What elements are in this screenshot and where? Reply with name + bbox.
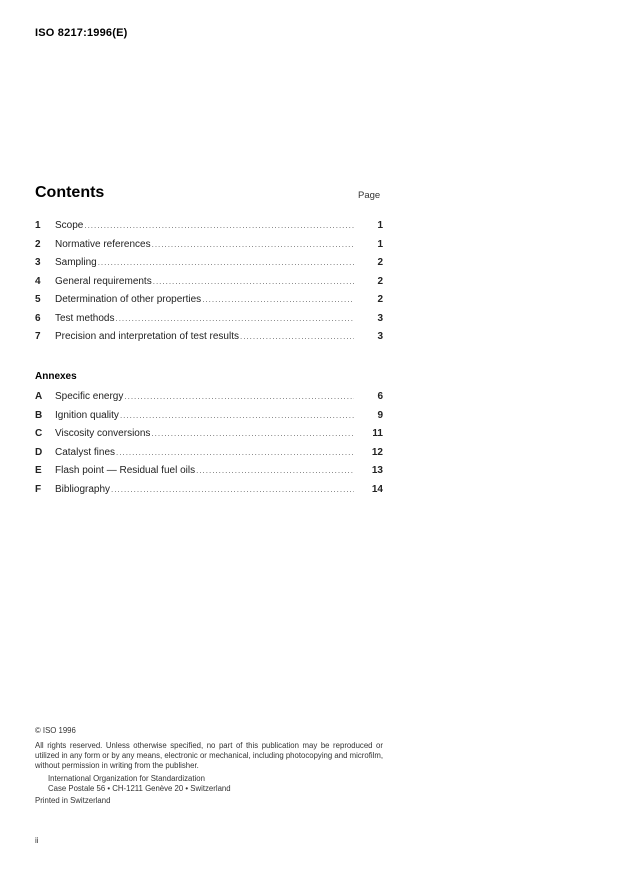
annexes-heading: Annexes xyxy=(35,371,77,382)
toc-entry-page: 2 xyxy=(377,294,383,305)
toc-entry-title: Determination of other properties xyxy=(55,294,202,305)
toc-leader-dots xyxy=(84,221,354,230)
toc-entry-page: 3 xyxy=(377,312,383,324)
toc-annex-letter: F xyxy=(35,483,42,495)
toc-annex-letter: D xyxy=(35,446,43,458)
toc-annex-f[interactable] xyxy=(35,484,383,503)
toc-leader-dots xyxy=(115,314,354,323)
toc-entry-3[interactable] xyxy=(35,257,383,276)
toc-entry-number: 6 xyxy=(35,312,41,324)
publisher-address xyxy=(35,774,383,794)
toc-entry-6[interactable] xyxy=(35,313,383,332)
toc-annex-b[interactable] xyxy=(35,410,383,429)
toc-annex-title: Viscosity conversions xyxy=(55,428,151,439)
toc-annex-letter: E xyxy=(35,465,42,476)
toc-entry-5[interactable] xyxy=(35,294,383,313)
toc-annex-page: 13 xyxy=(371,465,383,476)
document-id: ISO 8217:1996(E) xyxy=(35,27,128,39)
toc-annex-page: 11 xyxy=(372,428,383,439)
toc-annex-page: 12 xyxy=(371,446,383,458)
toc-leader-dots xyxy=(151,429,354,438)
toc-leader-dots xyxy=(116,448,354,457)
toc-leader-dots xyxy=(152,240,354,249)
toc-annex-title: Specific energy xyxy=(55,391,124,402)
toc-leader-dots xyxy=(120,411,354,420)
toc-leader-dots xyxy=(98,258,354,267)
toc-annex-a[interactable] xyxy=(35,391,383,410)
toc-leader-dots xyxy=(124,392,354,401)
toc-entry-1[interactable] xyxy=(35,220,383,239)
toc-annex-list xyxy=(35,391,383,502)
publisher-postal-address: Case Postale 56 • CH-1211 Genève 20 • Switzerland xyxy=(48,784,231,793)
toc-leader-dots xyxy=(196,466,354,475)
toc-annex-page: 14 xyxy=(371,483,383,495)
page-column-label: Page xyxy=(358,190,381,201)
toc-entry-title: Test methods xyxy=(55,312,115,324)
toc-annex-c[interactable] xyxy=(35,428,383,447)
toc-entry-number: 1 xyxy=(35,220,41,231)
toc-entry-4[interactable] xyxy=(35,276,383,295)
toc-entry-page: 1 xyxy=(377,220,383,231)
toc-leader-dots xyxy=(240,332,354,341)
toc-annex-title: Bibliography xyxy=(55,483,111,495)
toc-annex-page: 9 xyxy=(377,409,383,421)
toc-entry-title: Precision and interpretation of test results xyxy=(55,331,239,342)
copyright-footer xyxy=(35,726,383,806)
toc-entry-title: Normative references xyxy=(55,238,151,250)
toc-main-list xyxy=(35,220,383,350)
toc-entry-title: General requirements xyxy=(55,275,152,287)
toc-annex-title: Flash point — Residual fuel oils xyxy=(55,465,196,476)
toc-annex-title: Catalyst fines xyxy=(55,446,116,458)
toc-entry-number: 3 xyxy=(35,257,41,268)
toc-entry-number: 5 xyxy=(35,294,41,305)
copyright-notice: © ISO 1996 xyxy=(35,726,76,735)
toc-entry-title: Scope xyxy=(55,220,84,231)
toc-leader-dots xyxy=(153,277,354,286)
printed-location: Printed in Switzerland xyxy=(35,796,111,805)
toc-annex-e[interactable] xyxy=(35,465,383,484)
publisher-name: International Organization for Standardization xyxy=(48,774,205,783)
page-number: ii xyxy=(35,836,39,845)
toc-entry-page: 3 xyxy=(377,331,383,342)
toc-entry-number: 4 xyxy=(35,275,41,287)
toc-annex-d[interactable] xyxy=(35,447,383,466)
toc-entry-page: 2 xyxy=(377,275,383,287)
toc-entry-page: 2 xyxy=(377,257,383,268)
contents-title: Contents xyxy=(35,184,105,201)
toc-leader-dots xyxy=(202,295,354,304)
toc-annex-title: Ignition quality xyxy=(55,409,119,421)
toc-leader-dots xyxy=(111,485,354,494)
toc-annex-letter: C xyxy=(35,428,43,439)
toc-entry-7[interactable] xyxy=(35,331,383,350)
toc-entry-page: 1 xyxy=(377,238,383,250)
toc-entry-title: Sampling xyxy=(55,257,97,268)
toc-annex-letter: A xyxy=(35,391,43,402)
toc-annex-letter: B xyxy=(35,409,43,421)
toc-entry-number: 7 xyxy=(35,331,41,342)
toc-entry-number: 2 xyxy=(35,238,41,250)
toc-annex-page: 6 xyxy=(377,391,383,402)
toc-entry-2[interactable] xyxy=(35,239,383,258)
rights-statement: All rights reserved. Unless otherwise specified, no part of this publication may be reproduced or utilized in any form or by any means, electronic or mechanical, including photocopying and microfilm, without permission in writing from the publisher. xyxy=(35,741,383,770)
